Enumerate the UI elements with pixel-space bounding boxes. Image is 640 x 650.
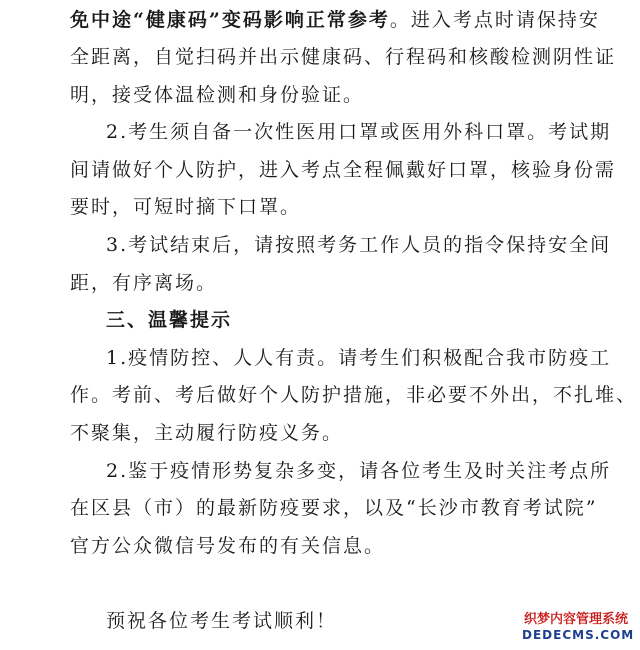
paragraph-line-11: 不聚集，主动履行防疫义务。: [70, 422, 344, 444]
paragraph-line-5: 间请做好个人防护，进入考点全程佩戴好口罩，核验身份需: [70, 159, 617, 181]
paragraph-line-14: 官方公众微信号发布的有关信息。: [70, 535, 386, 557]
paragraph-line-3: 明，接受体温检测和身份验证。: [70, 84, 365, 106]
paragraph-line-10: 作。考前、考后做好个人防护措施，非必要不外出，不扎堆、: [70, 384, 638, 406]
paragraph-line-9: 1.疫情防控、人人有责。请考生们积极配合我市防疫工: [106, 347, 612, 369]
closing-line: 预祝各位考生考试顺利！: [106, 610, 338, 632]
paragraph-line-8: 距，有序离场。: [70, 272, 218, 294]
paragraph-line-13: 在区县（市）的最新防疫要求，以及“长沙市教育考试院”: [70, 497, 598, 519]
paragraph-line-6: 要时，可短时摘下口罩。: [70, 196, 302, 218]
paragraph-line-4: 2.考生须自备一次性医用口罩或医用外科口罩。考试期: [106, 121, 612, 143]
watermark-bottom-text: DEDECMS.COM: [522, 628, 635, 642]
paragraph-line-1: [70, 7, 600, 33]
bold-notice-text: 免中途“健康码”变码影响正常参考: [70, 9, 390, 31]
watermark-top-text: 织梦内容管理系统: [523, 612, 628, 627]
paragraph-line-2: 全距离，自觉扫码并出示健康码、行程码和核酸检测阴性证: [70, 46, 617, 68]
paragraph-line-1-rest: 。进入考点时请保持安: [389, 9, 600, 31]
paragraph-line-7: 3.考试结束后，请按照考务工作人员的指令保持安全间: [106, 234, 612, 256]
section-heading: 三、温馨提示: [106, 309, 233, 331]
watermark-logo: [522, 612, 635, 642]
paragraph-line-12: 2.鉴于疫情形势复杂多变，请各位考生及时关注考点所: [106, 460, 612, 482]
